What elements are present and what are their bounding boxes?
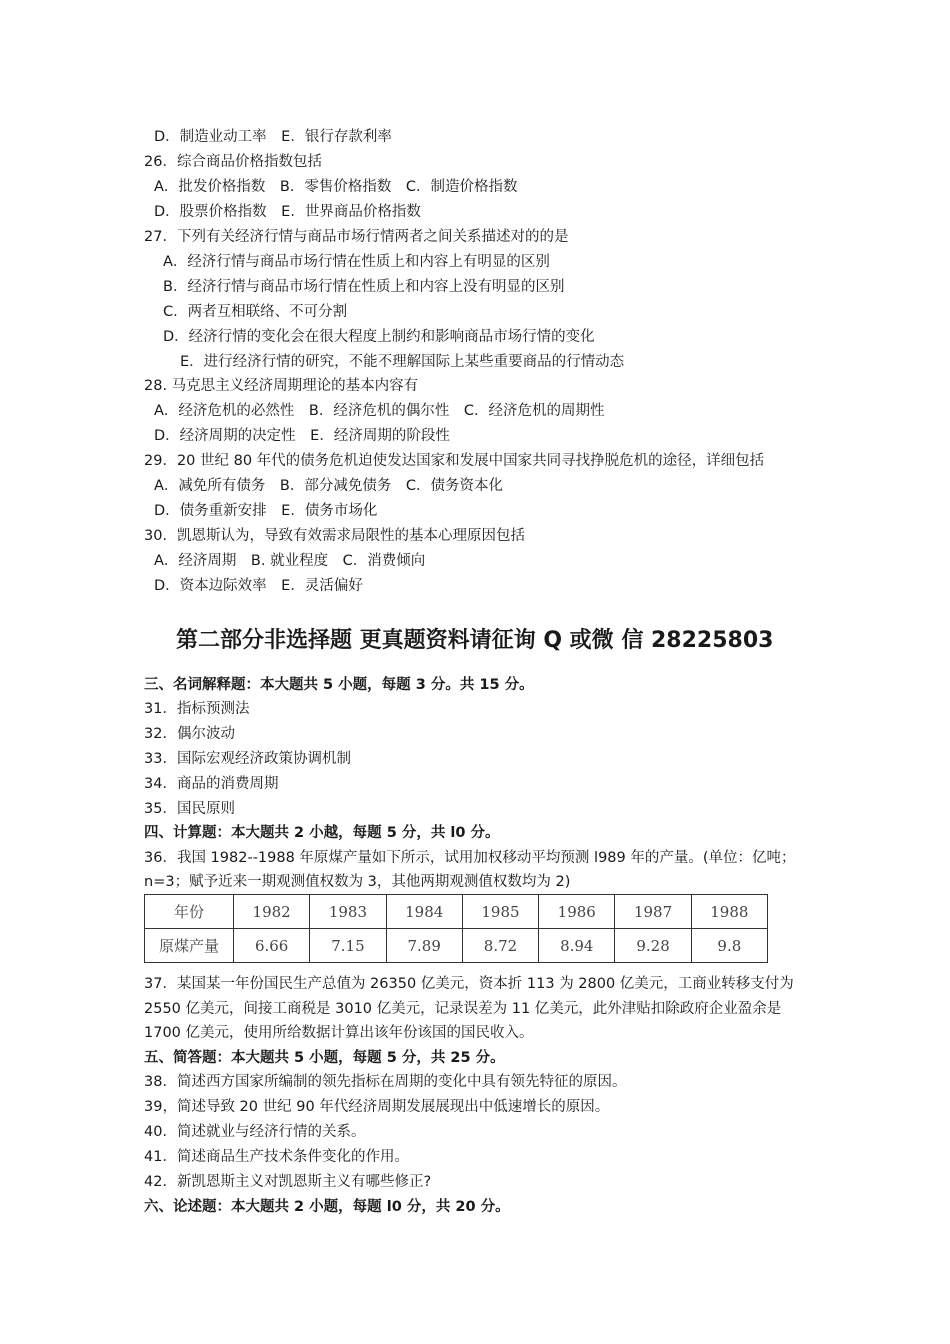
table-cell-year: 1987 bbox=[615, 895, 691, 929]
section3-heading: 三、名词解释题：本大题共 5 小题，每题 3 分。共 15 分。 bbox=[144, 677, 534, 693]
table-row-output bbox=[145, 929, 768, 963]
q37-line-3: 1700 亿美元，使用所给数据计算出该年份该国的国民收入。 bbox=[144, 1025, 534, 1041]
table-header-output: 原煤产量 bbox=[145, 929, 234, 963]
table-cell-year: 1985 bbox=[462, 895, 538, 929]
q28-options-1: A．经济危机的必然性 B．经济危机的偶尔性 C．经济危机的周期性 bbox=[154, 403, 605, 419]
q26-stem: 26．综合商品价格指数包括 bbox=[144, 154, 322, 170]
q36-line-1: 36．我国 1982--1988 年原煤产量如下所示，试用加权移动平均预测 l989 年的产量。(单位：亿吨； bbox=[144, 850, 796, 866]
table-cell-value: 8.94 bbox=[539, 929, 615, 963]
q27-option-b: B．经济行情与商品市场行情在性质上和内容上没有明显的区别 bbox=[163, 279, 565, 295]
q30-options-2: D．资本边际效率 E．灵活偏好 bbox=[154, 578, 363, 594]
q29-options-1: A．减免所有债务 B．部分减免债务 C．债务资本化 bbox=[154, 478, 503, 494]
table-cell-year: 1986 bbox=[539, 895, 615, 929]
table-cell-year: 1983 bbox=[310, 895, 386, 929]
q36-line-2: n=3；赋予近来一期观测值权数为 3，其他两期观测值权数均为 2) bbox=[144, 874, 571, 890]
q33: 33．国际宏观经济政策协调机制 bbox=[144, 751, 351, 767]
section4-heading: 四、计算题：本大题共 2 小越，每题 5 分，共 l0 分。 bbox=[144, 825, 500, 841]
table-cell-year: 1982 bbox=[234, 895, 310, 929]
q29-options-2: D．债务重新安排 E．债务市场化 bbox=[154, 503, 378, 519]
table-cell-value: 6.66 bbox=[234, 929, 310, 963]
q37-line-2: 2550 亿美元，间接工商税是 3010 亿美元，记录误差为 11 亿美元，此外津贴扣除政府企业盈余是 bbox=[144, 1001, 782, 1017]
q41: 41．简述商品生产技术条件变化的作用。 bbox=[144, 1149, 409, 1165]
table-cell-value: 8.72 bbox=[462, 929, 538, 963]
q35: 35．国民原则 bbox=[144, 801, 235, 817]
table-cell-value: 9.8 bbox=[691, 929, 767, 963]
q28-stem: 28. 马克思主义经济周期理论的基本内容有 bbox=[144, 378, 419, 394]
q31: 31．指标预测法 bbox=[144, 701, 250, 717]
table-row-years bbox=[145, 895, 768, 929]
part2-title: 第二部分非选择题 更真题资料请征询 Q 或微 信 28225803 bbox=[176, 628, 774, 653]
q25-options-2: D．制造业动工率 E．银行存款利率 bbox=[154, 129, 392, 145]
q28-options-2: D．经济周期的决定性 E．经济周期的阶段性 bbox=[154, 428, 450, 444]
q26-options-2: D．股票价格指数 E．世界商品价格指数 bbox=[154, 204, 421, 220]
q27-option-c: C．两者互相联络、不可分割 bbox=[163, 304, 348, 320]
q39: 39，简述导致 20 世纪 90 年代经济周期发展展现出中低速增长的原因。 bbox=[144, 1099, 610, 1115]
table-cell-value: 7.15 bbox=[310, 929, 386, 963]
q27-option-e: E．进行经济行情的研究，不能不理解国际上某些重要商品的行情动态 bbox=[180, 354, 625, 370]
q27-option-a: A．经济行情与商品市场行情在性质上和内容上有明显的区别 bbox=[163, 254, 550, 270]
q38: 38．简述西方国家所编制的领先指标在周期的变化中具有领先特征的原因。 bbox=[144, 1074, 627, 1090]
q40: 40．简述就业与经济行情的关系。 bbox=[144, 1124, 366, 1140]
table-cell-year: 1984 bbox=[386, 895, 462, 929]
table-cell-value: 9.28 bbox=[615, 929, 691, 963]
q27-stem: 27．下列有关经济行情与商品市场行情两者之间关系描述对的的是 bbox=[144, 229, 569, 245]
q29-stem: 29．20 世纪 80 年代的债务危机迫使发达国家和发展中国家共同寻找挣脱危机的途径，详细包括 bbox=[144, 453, 765, 469]
section5-heading: 五、简答题：本大题共 5 小题，每题 5 分，共 25 分。 bbox=[144, 1050, 505, 1066]
q27-option-d: D．经济行情的变化会在很大程度上制约和影响商品市场行情的变化 bbox=[163, 329, 595, 345]
q30-options-1: A．经济周期 B. 就业程度 C．消费倾向 bbox=[154, 553, 426, 569]
table-header-year: 年份 bbox=[145, 895, 234, 929]
q37-line-1: 37．某国某一年份国民生产总值为 26350 亿美元，资本折 113 为 2800 亿美元，工商业转移支付为 bbox=[144, 976, 794, 992]
q32: 32．偶尔波动 bbox=[144, 726, 235, 742]
q26-options-1: A．批发价格指数 B．零售价格指数 C．制造价格指数 bbox=[154, 179, 518, 195]
q30-stem: 30．凯恩斯认为，导致有效需求局限性的基本心理原因包括 bbox=[144, 528, 525, 544]
q34: 34．商品的消费周期 bbox=[144, 776, 279, 792]
coal-output-table bbox=[144, 894, 768, 963]
q42: 42．新凯恩斯主义对凯恩斯主义有哪些修正? bbox=[144, 1174, 432, 1190]
table-cell-value: 7.89 bbox=[386, 929, 462, 963]
table-cell-year: 1988 bbox=[691, 895, 767, 929]
section6-heading: 六、论述题：本大题共 2 小题，每题 l0 分，共 20 分。 bbox=[144, 1199, 510, 1215]
